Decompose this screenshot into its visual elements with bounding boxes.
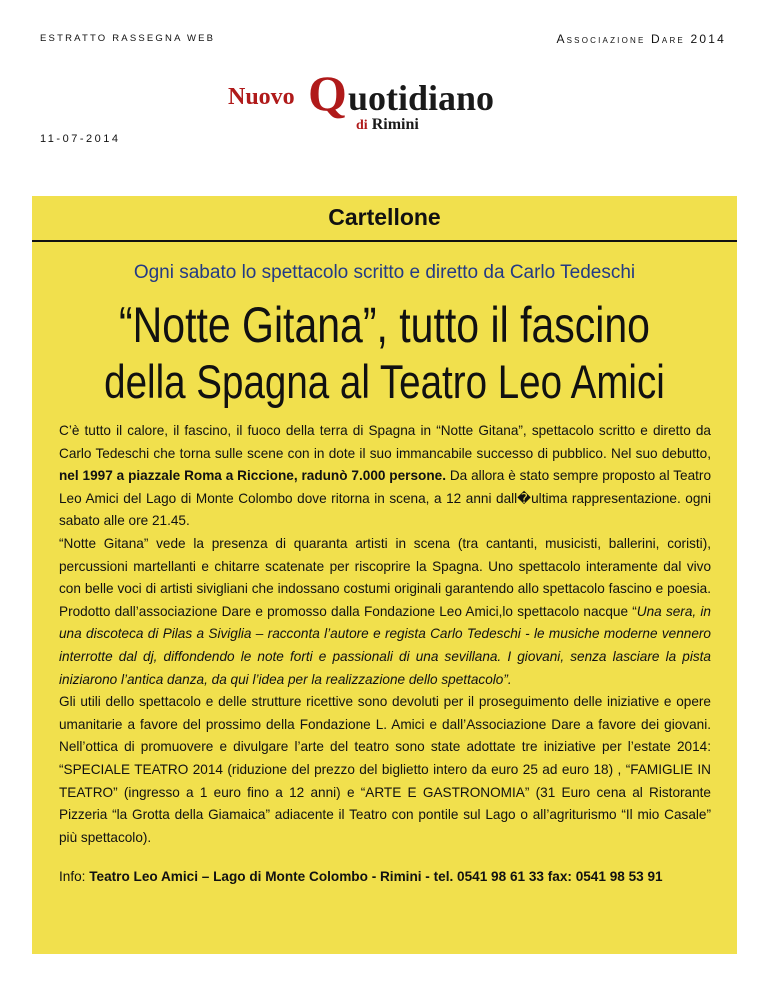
paragraph-2 xyxy=(59,533,711,691)
logo-q: Q xyxy=(308,65,347,121)
info-contacts: Teatro Leo Amici – Lago di Monte Colombo - Rimini - tel. 0541 98 61 33 fax: 0541 98 53 91 xyxy=(89,869,663,884)
section-title: Cartellone xyxy=(328,204,441,230)
header-source-label: ESTRATTO RASSEGNA WEB xyxy=(40,33,216,44)
header-organization-label: Associazione Dare 2014 xyxy=(556,32,726,46)
info-line xyxy=(59,869,719,884)
paragraph-3: Gli utili dello spettacolo e delle strutture ricettive sono devoluti per il proseguimento delle iniziative e opere umanitarie a favore del prossimo della Fondazione L. Amici e dall’Associazione Dare a favore dei giovani. Nell’ottica di promuovere e divulgare l’arte del teatro sono state adottate tre iniziative per l’estate 2014: “SPECIALE TEATRO 2014 (riduzione del prezzo del biglietto intero da euro 25 ad euro 18) , “FAMIGLIE IN TEATRO” (ingresso a 1 euro fino a 12 anni) e “ARTE E GASTRONOMIA” (31 Euro cena al Ristorante Pizzeria “la Grotta della Giamaica” adiacente il Teatro con pontile sul Lago o all’agriturismo “Il mio Casale” più spettacolo). xyxy=(59,694,711,845)
headline-line-2: della Spagna al Teatro Leo Amici xyxy=(104,355,665,408)
logo-di: di xyxy=(356,118,368,133)
logo-rimini: Rimini xyxy=(371,116,419,133)
p2-text-a: “Notte Gitana” vede la presenza di quaranta artisti in scena (tra cantanti, musicisti, ballerini, coristi), percussioni martellanti e chitarre scatenate per riscoprire la Spagna. Uno spettacolo interamente dal vivo con belle voci di artisti sivigliani che indossano costumi originali garantendo allo spettacolo fascino e poesia. Prodotto dall’associazione Dare e promosso dalla Fondazione Leo Amici,lo spettacolo nacque “ xyxy=(59,535,711,619)
section-divider xyxy=(32,240,737,242)
publication-date: 11-07-2014 xyxy=(40,133,121,145)
newspaper-logo xyxy=(228,65,548,142)
logo-quotidiano: uotidiano xyxy=(348,78,495,118)
headline-line-1: “Notte Gitana”, tutto il fascino xyxy=(119,297,650,353)
p2-quote: Una sera, in una discoteca di Pilas a Siviglia – racconta l’autore e regista Carlo Tedeschi - le musiche moderne vennero interrotte dal dj, diffondendo le note forti e passionali di una sevillana. I giovani, senza lasciare la pista iniziarono l’antica danza, da qui l’idea per la realizzazione dello spettacolo”. xyxy=(59,603,711,687)
logo-subtitle xyxy=(356,116,419,134)
article-body xyxy=(59,420,711,849)
p1-text-a: C’è tutto il calore, il fascino, il fuoco della terra di Spagna in “Notte Gitana”, spettacolo scritto e diretto da Carlo Tedeschi che torna sulle scene con in dote il suo immancabile successo di pubblico. Nel suo debutto, xyxy=(59,423,711,461)
logo-nuovo: Nuovo xyxy=(228,84,295,110)
p1-bold: nel 1997 a piazzale Roma a Riccione, radunò 7.000 persone. xyxy=(59,468,446,484)
p1-text-c: Da allora è stato sempre proposto al Teatro Leo Amici del Lago di Monte Colombo dove ritorna in scena, a 12 anni dall�ultima rappresentazione. ogni sabato alle ore 21.45. xyxy=(59,468,712,529)
article-panel xyxy=(32,196,737,954)
info-label: Info: xyxy=(59,869,90,884)
article-kicker: Ogni sabato lo spettacolo scritto e diretto da Carlo Tedeschi xyxy=(133,262,636,283)
paragraph-1 xyxy=(59,420,711,533)
